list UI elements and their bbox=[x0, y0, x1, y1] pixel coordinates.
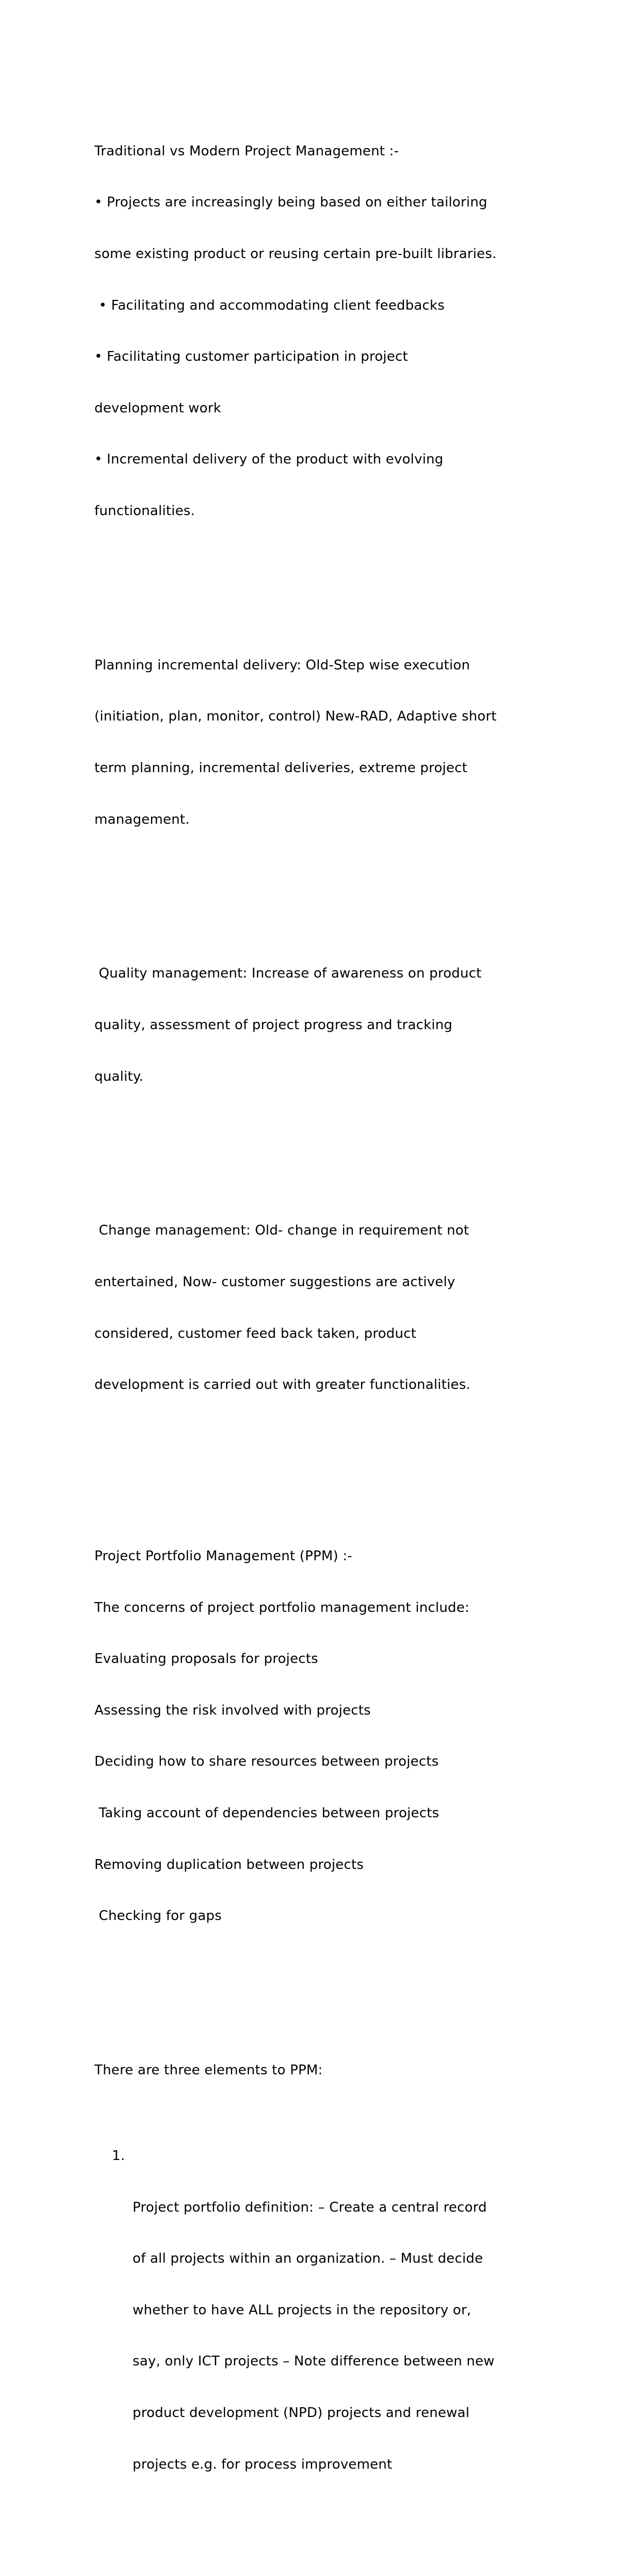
paragraph-line-planning: (initiation, plan, monitor, control) New-RAD, Adaptive short bbox=[94, 709, 497, 725]
paragraph-gap bbox=[94, 1137, 548, 1154]
ppm-elements-intro: There are three elements to PPM: bbox=[94, 2062, 323, 2078]
paragraph-line-change: considered, customer feed back taken, product bbox=[94, 1325, 417, 1341]
paragraph-gap bbox=[94, 1445, 548, 1479]
paragraph-line-change: Change management: Old- change in requirement not bbox=[94, 1223, 469, 1239]
paragraph-line-change: entertained, Now- customer suggestions are actively bbox=[94, 1274, 455, 1290]
paragraph-line-planning: management. bbox=[94, 811, 190, 827]
paragraph-line-change: development is carried out with greater functionalities. bbox=[94, 1377, 470, 1393]
document-page bbox=[94, 74, 548, 2576]
paragraph-line-quality: Quality management: Increase of awareness on product bbox=[94, 966, 482, 982]
section-title-traditional-vs-modern: Traditional vs Modern Project Management :- bbox=[94, 143, 399, 159]
list-item-line: product development (NPD) projects and renewal bbox=[133, 2405, 470, 2421]
list-item-line: of all projects within an organization. – Must decide bbox=[133, 2251, 483, 2267]
list-item-line: whether to have ALL projects in the repository or, bbox=[133, 2302, 471, 2318]
ppm-elements-list bbox=[94, 2114, 548, 2542]
bullet-line: functionalities. bbox=[94, 503, 196, 519]
bullet-line: • Incremental delivery of the product with evolving bbox=[94, 452, 444, 468]
bullet-line: some existing product or reusing certain pre-built libraries. bbox=[94, 246, 497, 262]
bullet-line: • Projects are increasingly being based on either tailoring bbox=[94, 195, 487, 211]
paragraph-line-planning: Planning incremental delivery: Old-Step wise execution bbox=[94, 657, 470, 673]
paragraph-line-quality: quality. bbox=[94, 1068, 144, 1084]
ppm-concern-item: Deciding how to share resources between projects bbox=[94, 1754, 439, 1770]
list-item-line: projects e.g. for process improvement bbox=[133, 2456, 393, 2472]
list-item-line: say, only ICT projects – Note difference between new bbox=[133, 2354, 495, 2370]
list-item-line: Project portfolio definition: – Create a central record bbox=[133, 2199, 487, 2215]
ppm-concern-item: Removing duplication between projects bbox=[94, 1857, 364, 1873]
paragraph-line-quality: quality, assessment of project progress and tracking bbox=[94, 1017, 453, 1033]
bullet-line: • Facilitating and accommodating client feedbacks bbox=[94, 297, 445, 313]
ppm-concern-item: Checking for gaps bbox=[94, 1908, 222, 1924]
section-title-ppm: Project Portfolio Management (PPM) :- bbox=[94, 1548, 352, 1564]
paragraph-gap bbox=[94, 571, 548, 588]
ppm-concern-item: Taking account of dependencies between projects bbox=[94, 1805, 439, 1821]
ppm-concern-item: Evaluating proposals for projects bbox=[94, 1651, 318, 1667]
ppm-concerns-intro: The concerns of project portfolio management include: bbox=[94, 1599, 469, 1615]
list-item-number: 1. bbox=[112, 2148, 125, 2164]
paragraph-gap bbox=[94, 879, 548, 897]
bullet-line: • Facilitating customer participation in project bbox=[94, 349, 408, 365]
ppm-concern-item: Assessing the risk involved with projects bbox=[94, 1702, 371, 1718]
list-item bbox=[94, 2148, 548, 2507]
paragraph-gap bbox=[94, 1976, 548, 1993]
bullet-line: development work bbox=[94, 400, 221, 416]
paragraph-line-planning: term planning, incremental deliveries, extreme project bbox=[94, 760, 468, 776]
